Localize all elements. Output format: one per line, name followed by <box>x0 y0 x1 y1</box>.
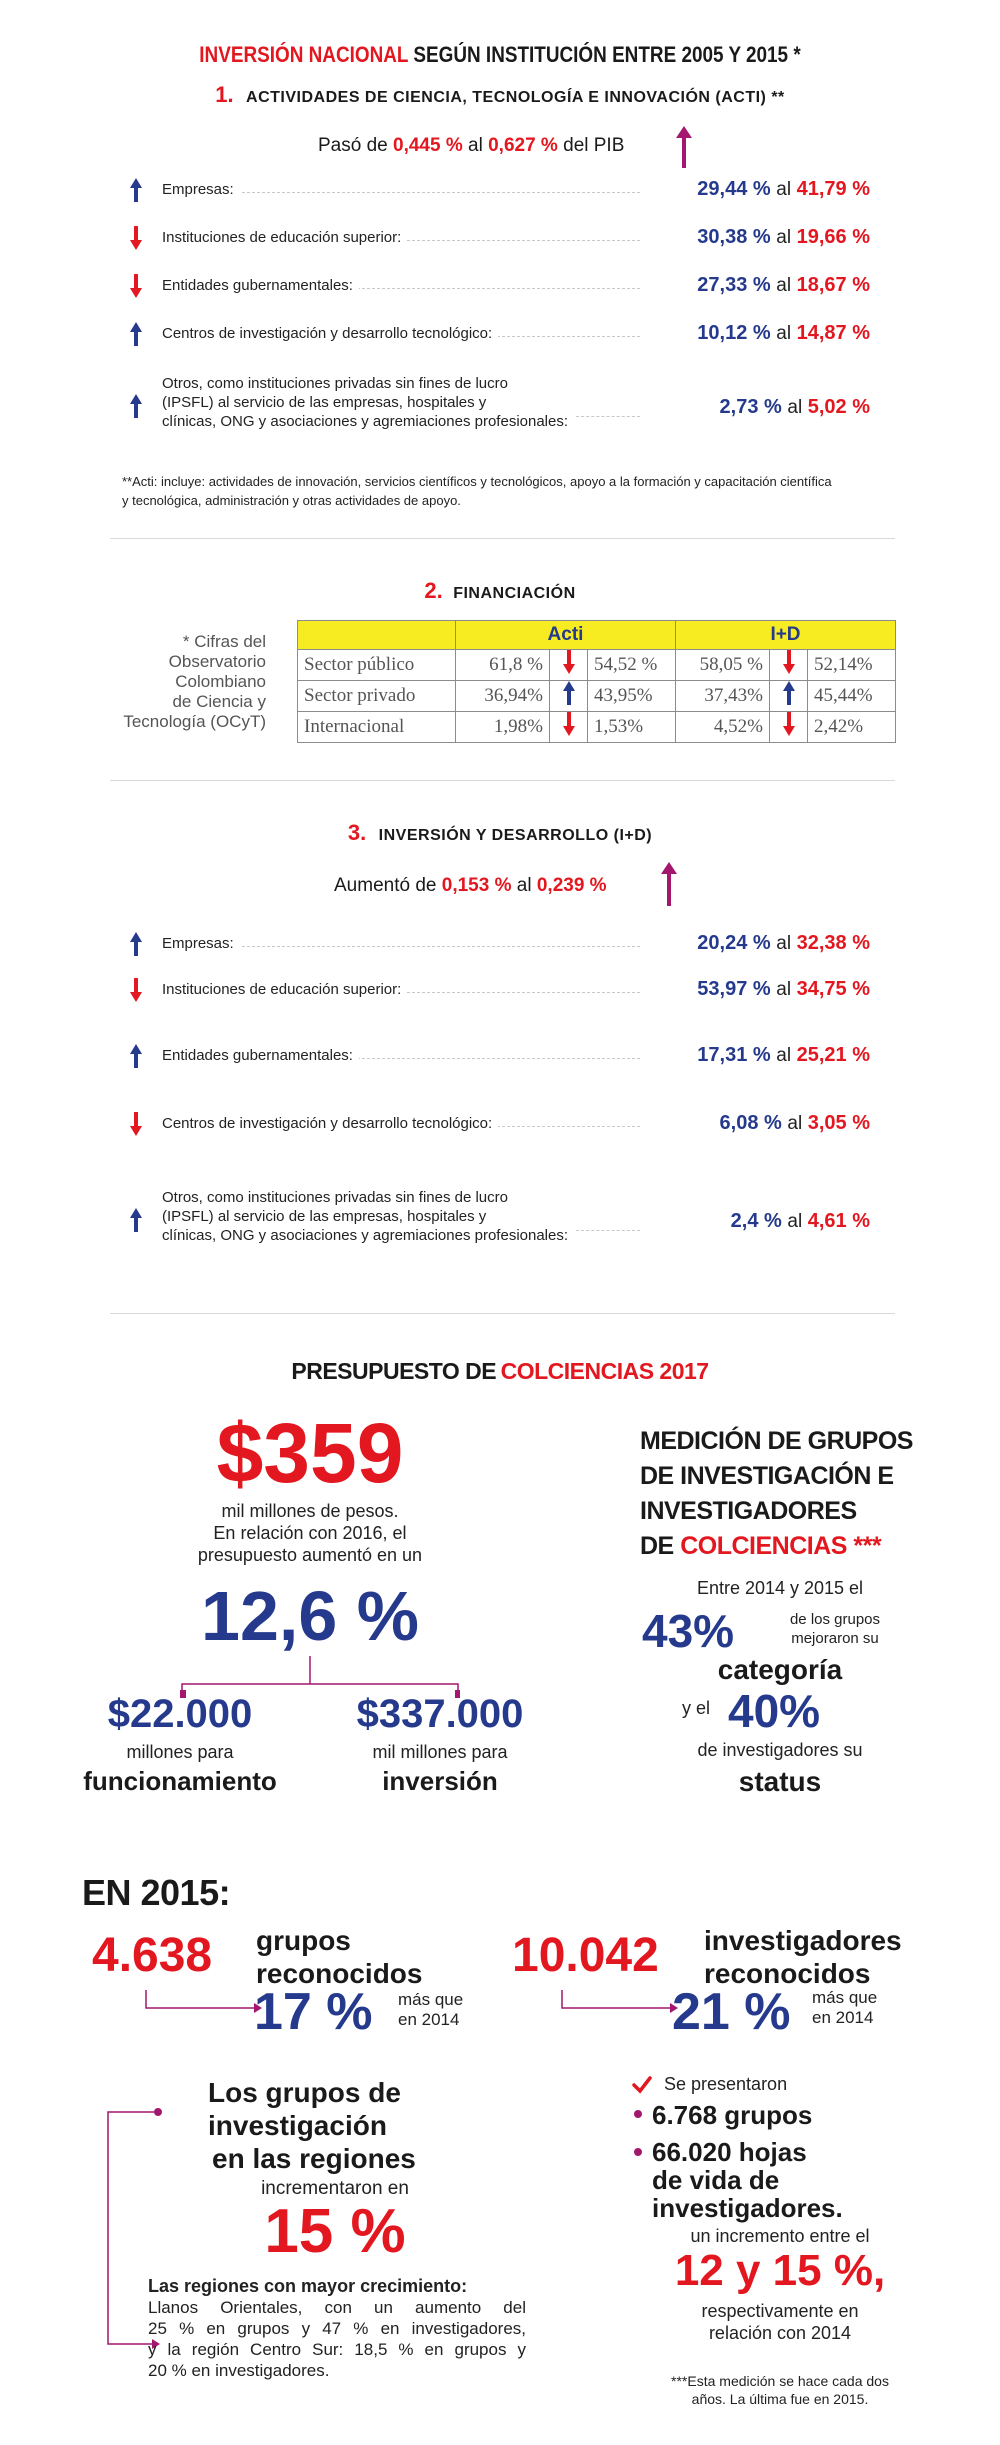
row-value <box>697 322 870 345</box>
value-al: al <box>787 397 803 418</box>
row-label: Instituciones de educación superior: <box>162 980 407 999</box>
others-line: Otros, como instituciones privadas sin fines de lucro <box>162 1189 508 1206</box>
acti-to-cell: 43,95% <box>588 681 676 712</box>
inv-line1: mil millones para <box>372 1742 508 1762</box>
acti-from-cell: 36,94% <box>456 681 550 712</box>
measurement-pct-res: 40% <box>728 1685 821 1737</box>
researchers-label-line: reconocidos <box>704 1958 871 1989</box>
pib-from: 0,445 % <box>393 135 463 156</box>
value-al: al <box>776 275 792 296</box>
value-al: al <box>776 179 792 200</box>
id-row <box>130 1042 870 1072</box>
row-value <box>720 396 870 419</box>
id-trend-cell <box>770 681 808 712</box>
footnote-line: ***Esta medición se hace cada dos <box>671 2373 889 2389</box>
down-arrow-icon <box>130 978 142 1002</box>
measurement-title-line: DE INVESTIGACIÓN E <box>640 1462 894 1490</box>
sector-cell: Sector público <box>298 650 456 681</box>
groups-label-line: grupos <box>256 1925 351 1956</box>
presented-resp <box>630 2300 930 2344</box>
source-line: * Cifras del <box>182 632 266 651</box>
footnote-line-1: **Acti: incluye: actividades de innovación, servicios científicos y tecnológicos, apoyo a la formación y capacitación científica <box>122 474 832 489</box>
value-from: 30,38 % <box>697 226 771 248</box>
row-label: Empresas: <box>162 934 240 953</box>
value-to: 5,02 % <box>807 396 870 418</box>
id-from-cell: 58,05 % <box>676 650 770 681</box>
footnote-line: años. La última fue en 2015. <box>691 2391 869 2407</box>
section-3-pib <box>334 875 607 897</box>
id-to-cell: 52,14% <box>808 650 896 681</box>
groups-count: 4.638 <box>92 1929 213 1982</box>
id-to-cell: 45,44% <box>808 681 896 712</box>
presented-intro: Se presentaron <box>664 2074 788 2094</box>
others-line: (IPSFL) al servicio de las empresas, hospitales y <box>162 1208 487 1225</box>
sector-cell: Internacional <box>298 712 456 743</box>
source-line: Colombiano <box>175 672 266 691</box>
regions-pct: 15 % <box>264 2197 406 2266</box>
researchers-label-line: investigadores <box>704 1925 902 1956</box>
regions-title-line: en las regiones <box>212 2143 416 2174</box>
budget-title <box>0 1358 1000 1385</box>
table-row <box>298 650 896 681</box>
value-to: 41,79 % <box>796 178 870 200</box>
up-arrow-icon <box>130 394 142 418</box>
row-value <box>697 1044 870 1067</box>
footnote-line-2: y tecnológica, administración y otras actividades de apoyo. <box>122 493 461 508</box>
groups-more-line: en 2014 <box>398 2010 460 2029</box>
value-from: 10,12 % <box>697 322 771 344</box>
value-from: 6,08 % <box>719 1112 782 1134</box>
divider <box>110 538 895 539</box>
down-arrow-icon <box>563 650 575 674</box>
up-arrow-icon <box>130 932 142 956</box>
value-to: 19,66 % <box>796 226 870 248</box>
row-value <box>697 932 870 955</box>
measurement-intro: Entre 2014 y 2015 el <box>696 1578 864 1598</box>
groups-label-line: reconocidos <box>256 1958 423 1989</box>
budget-desc-line: mil millones de pesos. <box>221 1501 399 1521</box>
row-label: Entidades gubernamentales: <box>162 276 359 295</box>
value-al: al <box>776 227 792 248</box>
presented-resp-line: relación con 2014 <box>708 2323 852 2343</box>
row-label: Instituciones de educación superior: <box>162 228 407 247</box>
measurement-title <box>640 1424 913 1564</box>
up-arrow-icon <box>130 322 142 346</box>
section-1-title: ACTIVIDADES DE CIENCIA, TECNOLOGÍA E INNOVACIÓN (ACTI) ** <box>246 89 785 106</box>
value-to: 32,38 % <box>796 932 870 954</box>
table-row <box>298 712 896 743</box>
regions-title-line: investigación <box>208 2110 387 2141</box>
row-label: Empresas: <box>162 180 240 199</box>
presented-cvs <box>652 2138 843 2222</box>
row-label <box>162 1188 574 1245</box>
row-label <box>162 374 574 431</box>
header-id: I+D <box>676 621 896 650</box>
budget-title-black: PRESUPUESTO DE <box>291 1358 497 1384</box>
section-1-footnote <box>122 472 912 510</box>
down-arrow-icon <box>563 712 575 736</box>
researchers-more <box>812 1988 877 2028</box>
func-line2: funcionamiento <box>83 1766 277 1796</box>
id-row <box>130 930 870 960</box>
value-to: 34,75 % <box>796 978 870 1000</box>
value-to: 25,21 % <box>796 1044 870 1066</box>
others-line: clínicas, ONG y asociaciones y agremiaciones profesionales: <box>162 413 569 430</box>
checkmark-icon <box>632 2076 652 2094</box>
measurement-title-line: INVESTIGADORES <box>640 1497 857 1525</box>
measurement-categoria: categoría <box>717 1654 843 1685</box>
presented-range: 12 y 15 %, <box>674 2246 886 2295</box>
financing-table <box>297 620 896 743</box>
researchers-connector <box>560 1990 678 2018</box>
presented-cvs-line: de vida de <box>652 2165 780 2195</box>
section-1-pib <box>318 135 624 157</box>
acti-trend-cell <box>550 712 588 743</box>
acti-trend-cell <box>550 650 588 681</box>
budget-amount: $359 <box>216 1406 404 1500</box>
researchers-more-line: más que <box>812 1988 878 2007</box>
groups-more <box>398 1990 463 2030</box>
title-highlight: INVERSIÓN NACIONAL <box>199 42 409 67</box>
id-from-cell: 37,43% <box>676 681 770 712</box>
measurement-pct-groups: 43% <box>642 1605 735 1657</box>
value-al: al <box>787 1211 803 1232</box>
row-value <box>731 1210 870 1233</box>
header-blank <box>298 621 456 650</box>
regions-detail <box>148 2276 526 2381</box>
source-line: Observatorio <box>168 652 266 671</box>
row-label: Entidades gubernamentales: <box>162 1046 359 1065</box>
source-line: de Ciencia y <box>172 692 266 711</box>
budget-desc-line: En relación con 2016, el <box>213 1523 407 1543</box>
id-mid: al <box>516 875 532 896</box>
value-from: 2,4 % <box>730 1210 782 1232</box>
measurement-y-el: y el <box>682 1698 711 1718</box>
budget-description <box>160 1500 460 1566</box>
header-acti: Acti <box>456 621 676 650</box>
bullet-icon <box>634 2110 642 2118</box>
id-others-row <box>130 1188 870 1252</box>
value-to: 4,61 % <box>807 1210 870 1232</box>
regions-detail-line: 25 % en grupos y 47 % en investigadores, <box>148 2319 526 2338</box>
up-arrow-icon <box>563 681 575 705</box>
row-value <box>697 978 870 1001</box>
others-line: (IPSFL) al servicio de las empresas, hospitales y <box>162 394 487 411</box>
row-label: Centros de investigación y desarrollo tecnológico: <box>162 324 498 343</box>
acti-row <box>130 320 870 350</box>
down-arrow-icon <box>130 226 142 250</box>
value-al: al <box>776 933 792 954</box>
value-to: 3,05 % <box>807 1112 870 1134</box>
value-to: 18,67 % <box>796 274 870 296</box>
title-rest: SEGÚN INSTITUCIÓN ENTRE 2005 Y 2015 * <box>413 42 801 67</box>
acti-row <box>130 176 870 206</box>
value-al: al <box>776 1045 792 1066</box>
financing-table-body <box>298 650 896 743</box>
measurement-footnote <box>630 2372 930 2408</box>
pib-suffix: del PIB <box>563 135 625 156</box>
section-3-number: 3. <box>347 820 367 845</box>
section-2-header <box>0 578 1000 604</box>
regions-detail-line: y la región Centro Sur: 18,5 % en grupos y <box>148 2340 526 2359</box>
value-al: al <box>787 1113 803 1134</box>
down-arrow-icon <box>783 650 795 674</box>
value-from: 20,24 % <box>697 932 771 954</box>
row-value <box>720 1112 870 1135</box>
table-row <box>298 681 896 712</box>
acti-others-row <box>130 374 870 438</box>
row-label: Centros de investigación y desarrollo tecnológico: <box>162 1114 498 1133</box>
acti-trend-cell <box>550 681 588 712</box>
researchers-more-line: en 2014 <box>812 2008 874 2027</box>
source-line: Tecnología (OCyT) <box>123 712 266 731</box>
page-title <box>0 42 1000 68</box>
id-from-cell: 4,52% <box>676 712 770 743</box>
measurement-res-text: de investigadores su <box>697 1740 863 1760</box>
measurement-title-red: COLCIENCIAS *** <box>680 1532 882 1560</box>
section-1-header <box>0 82 1000 108</box>
down-arrow-icon <box>783 712 795 736</box>
id-trend-cell <box>770 712 808 743</box>
down-arrow-icon <box>130 1112 142 1136</box>
groups-text-line: mejoraron su <box>791 1630 879 1647</box>
id-from: 0,153 % <box>441 875 512 896</box>
acti-to-cell: 1,53% <box>588 712 676 743</box>
bullet-icon <box>634 2148 642 2156</box>
acti-from-cell: 1,98% <box>456 712 550 743</box>
section-3-header <box>0 820 1000 846</box>
up-arrow-icon <box>130 1044 142 1068</box>
others-line: Otros, como instituciones privadas sin fines de lucro <box>162 375 508 392</box>
section-3-title: INVERSIÓN Y DESARROLLO (I+D) <box>378 827 653 844</box>
value-from: 2,73 % <box>719 396 782 418</box>
id-up-arrow-icon <box>661 862 677 906</box>
down-arrow-icon <box>130 274 142 298</box>
presented-cvs-line: investigadores. <box>652 2193 843 2223</box>
researchers-count: 10.042 <box>512 1929 659 1982</box>
id-to-cell: 2,42% <box>808 712 896 743</box>
groups-more-line: más que <box>398 1990 464 2009</box>
up-arrow-icon <box>783 681 795 705</box>
regions-detail-bold: Las regiones con mayor crecimiento: <box>148 2276 468 2296</box>
groups-connector <box>144 1990 262 2018</box>
inv-line2: inversión <box>382 1766 498 1796</box>
value-al: al <box>776 979 792 1000</box>
section-1-number: 1. <box>215 82 234 107</box>
budget-title-red: COLCIENCIAS 2017 <box>500 1358 709 1384</box>
financing-source <box>90 632 266 732</box>
divider <box>110 1313 895 1314</box>
value-from: 29,44 % <box>697 178 771 200</box>
acti-from-cell: 61,8 % <box>456 650 550 681</box>
acti-row <box>130 224 870 254</box>
groups-label <box>256 1924 422 1990</box>
year-heading: EN 2015: <box>82 1872 231 1913</box>
regions-title-line: Los grupos de <box>208 2077 401 2108</box>
budget-desc-line: presupuesto aumentó en un <box>197 1545 423 1565</box>
row-value <box>697 274 870 297</box>
acti-to-cell: 54,52 % <box>588 650 676 681</box>
financing-table-header <box>298 621 896 650</box>
measurement-title-line: MEDICIÓN DE GRUPOS <box>640 1427 913 1455</box>
sector-cell: Sector privado <box>298 681 456 712</box>
section-2-number: 2. <box>424 578 443 603</box>
regions-title <box>208 2076 416 2175</box>
presented-increase-intro: un incremento entre el <box>690 2226 870 2246</box>
others-line: clínicas, ONG y asociaciones y agremiaciones profesionales: <box>162 1227 569 1244</box>
id-row <box>130 1110 870 1140</box>
value-from: 27,33 % <box>697 274 771 296</box>
up-arrow-icon <box>130 178 142 202</box>
presented-cvs-line: 66.020 hojas <box>652 2137 807 2167</box>
id-trend-cell <box>770 650 808 681</box>
func-amount: $22.000 <box>107 1692 253 1736</box>
presented-groups: 6.768 grupos <box>652 2100 813 2130</box>
measurement-status: status <box>738 1766 822 1797</box>
acti-row <box>130 272 870 302</box>
regions-detail-line: 20 % en investigadores. <box>148 2361 330 2380</box>
id-prefix: Aumentó de <box>334 875 437 896</box>
measurement-groups-text <box>775 1610 895 1648</box>
divider <box>110 780 895 781</box>
researchers-pct: 21 % <box>672 1983 791 2041</box>
regions-sub: incrementaron en <box>261 2178 409 2199</box>
groups-pct: 17 % <box>254 1983 373 2041</box>
pib-up-arrow-icon <box>676 126 692 168</box>
id-to: 0,239 % <box>536 875 607 896</box>
groups-text-line: de los grupos <box>789 1611 881 1628</box>
value-to: 14,87 % <box>796 322 870 344</box>
measurement-title-de: DE <box>640 1532 674 1560</box>
up-arrow-icon <box>130 1208 142 1232</box>
row-value <box>697 178 870 201</box>
section-2-title: FINANCIACIÓN <box>453 585 576 602</box>
budget-increase: 12,6 % <box>201 1577 419 1655</box>
value-from: 53,97 % <box>697 978 771 1000</box>
pib-mid: al <box>468 135 483 156</box>
inv-amount: $337.000 <box>356 1692 524 1736</box>
researchers-label <box>704 1924 902 1990</box>
id-row <box>130 976 870 1006</box>
func-line1: millones para <box>126 1742 234 1762</box>
row-value <box>697 226 870 249</box>
pib-prefix: Pasó de <box>318 135 388 156</box>
pib-to: 0,627 % <box>488 135 558 156</box>
regions-detail-line: Llanos Orientales, con un aumento del <box>148 2298 526 2317</box>
presented-resp-line: respectivamente en <box>701 2301 859 2321</box>
value-al: al <box>776 323 792 344</box>
value-from: 17,31 % <box>697 1044 771 1066</box>
